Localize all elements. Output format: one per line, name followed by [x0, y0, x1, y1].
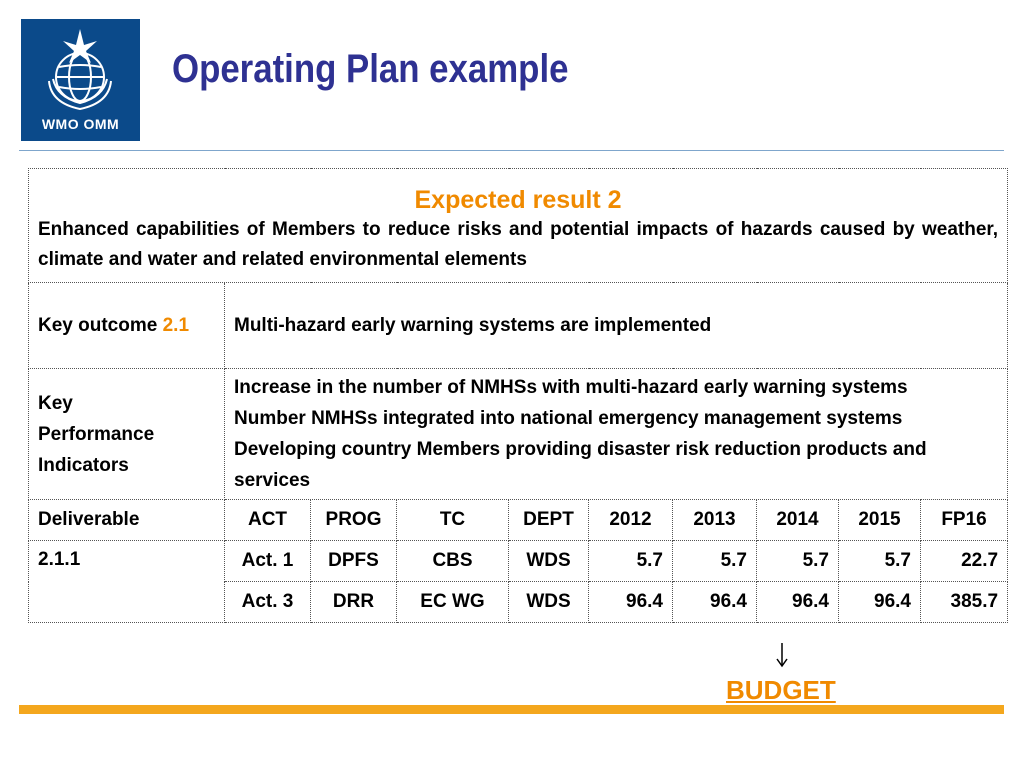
kpi-label-line: Performance: [38, 423, 155, 445]
key-outcome-row: [29, 283, 1008, 369]
kpi-label-line: Key: [38, 392, 73, 414]
header-2015: 2015: [839, 500, 921, 541]
kpi-item: Number NMHSs integrated into national emergency management systems: [234, 408, 903, 429]
kpi-label-line: Indicators: [38, 454, 129, 476]
logo-text: WMO OMM: [41, 116, 120, 132]
key-outcome-label: Key outcome: [38, 314, 163, 336]
dept-cell: WDS: [509, 541, 589, 582]
value-fp16: 385.7: [921, 582, 1008, 623]
value-2015: 5.7: [839, 541, 921, 582]
header-prog: PROG: [311, 500, 397, 541]
header-fp16: FP16: [921, 500, 1008, 541]
down-arrow-icon: [772, 641, 792, 669]
header-dept: DEPT: [509, 500, 589, 541]
bottom-divider: [19, 705, 1004, 714]
deliverable-id: 2.1.1: [29, 541, 225, 623]
act-cell: Act. 1: [225, 541, 311, 582]
deliverable-header-row: [29, 500, 1008, 541]
value-2015: 96.4: [839, 582, 921, 623]
value-fp16: 22.7: [921, 541, 1008, 582]
expected-result-row: [29, 169, 1008, 283]
value-2013: 5.7: [673, 541, 757, 582]
table-row: [29, 541, 1008, 582]
prog-cell: DPFS: [311, 541, 397, 582]
value-2012: 96.4: [589, 582, 673, 623]
act-cell: Act. 3: [225, 582, 311, 623]
deliverable-label: Deliverable: [29, 500, 225, 541]
header-2014: 2014: [757, 500, 839, 541]
value-2012: 5.7: [589, 541, 673, 582]
globe-emblem-icon: [35, 27, 125, 117]
key-outcome-number: 2.1: [162, 314, 190, 336]
key-outcome-text: Multi-hazard early warning systems are implemented: [225, 283, 1008, 369]
expected-result-title: Expected result 2: [414, 186, 622, 214]
expected-result-cell: [29, 169, 1008, 283]
value-2013: 96.4: [673, 582, 757, 623]
operating-plan-table: [28, 168, 1008, 623]
kpi-list-cell: [225, 369, 1008, 500]
expected-result-description: Enhanced capabilities of Members to reduce risks and potential impacts of hazards caused by weather, climate and water and related environmental elements: [38, 219, 999, 270]
kpi-row: [29, 369, 1008, 500]
kpi-item: Increase in the number of NMHSs with multi-hazard early warning systems: [234, 377, 908, 398]
key-outcome-label-cell: [29, 283, 225, 369]
header-2013: 2013: [673, 500, 757, 541]
tc-cell: EC WG: [397, 582, 509, 623]
header-act: ACT: [225, 500, 311, 541]
value-2014: 5.7: [757, 541, 839, 582]
budget-label: BUDGET: [726, 675, 836, 705]
page-title: Operating Plan example: [172, 47, 569, 91]
prog-cell: DRR: [311, 582, 397, 623]
dept-cell: WDS: [509, 582, 589, 623]
header-tc: TC: [397, 500, 509, 541]
tc-cell: CBS: [397, 541, 509, 582]
header-2012: 2012: [589, 500, 673, 541]
kpi-item: Developing country Members providing disaster risk reduction products and services: [234, 439, 927, 491]
title-divider: [19, 150, 1004, 151]
wmo-logo: [21, 19, 140, 141]
value-2014: 96.4: [757, 582, 839, 623]
kpi-label-cell: [29, 369, 225, 500]
